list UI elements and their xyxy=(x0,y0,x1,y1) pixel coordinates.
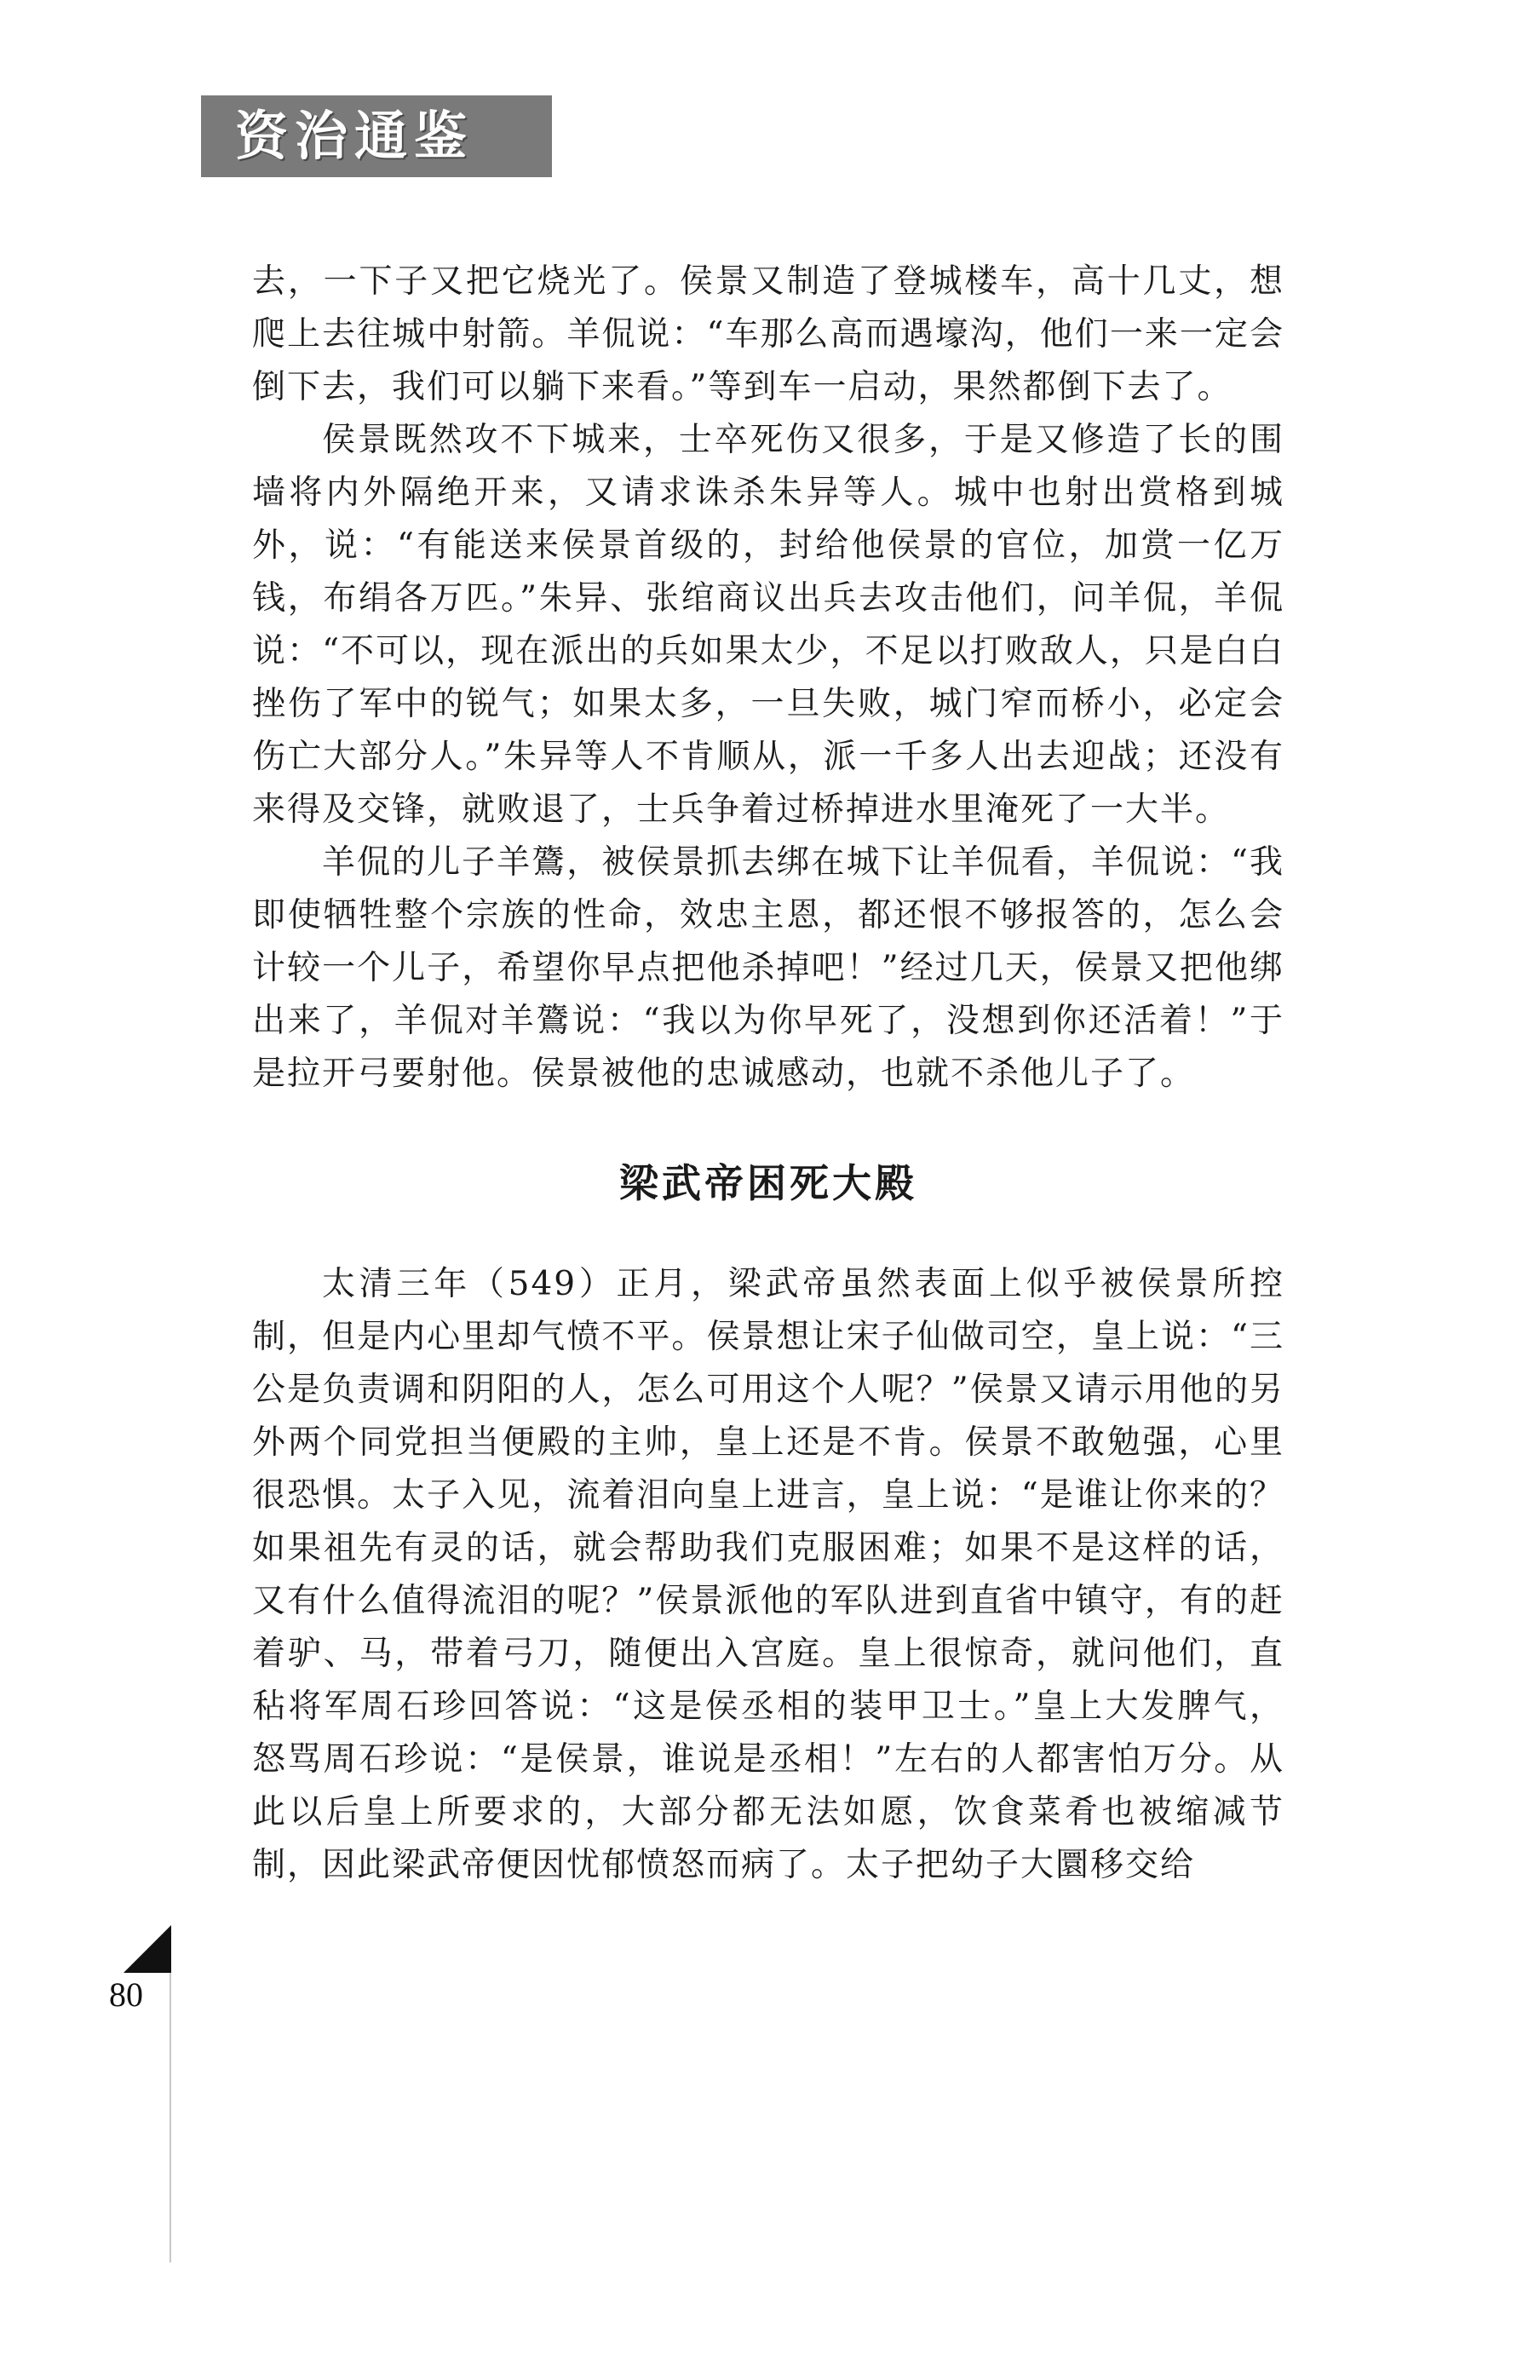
page-corner-triangle-mark xyxy=(124,1925,171,1973)
page-number: 80 xyxy=(109,1975,143,2014)
paragraph-2: 侯景既然攻不下城来，士卒死伤又很多，于是又修造了长的围墙将内外隔绝开来，又请求诛杀朱异等人。城中也射出赏格到城外，说：“有能送来侯景首级的，封给他侯景的官位，加赏一亿万钱，布绢各万匹。”朱异、张绾商议出兵去攻击他们，问羊侃，羊侃说：“不可以，现在派出的兵如果太少，不足以打败敌人，只是白白挫伤了军中的锐气；如果太多，一旦失败，城门窄而桥小，必定会伤亡大部分人。”朱异等人不肯顺从，派一千多人出去迎战；还没有来得及交锋，就败退了，士兵争着过桥掉进水里淹死了一大半。 xyxy=(252,421,1284,829)
book-title: 资治通鉴 xyxy=(235,105,474,167)
paragraph-3: 羊侃的儿子羊鷟，被侯景抓去绑在城下让羊侃看，羊侃说：“我即使牺牲整个宗族的性命，效忠主恩，都还恨不够报答的，怎么会计较一个儿子，希望你早点把他杀掉吧！”经过几天，侯景又把他绑出来了，羊侃对羊鷟说：“我以为你早死了，没想到你还活着！”于是拉开弓要射他。侯景被他的忠诚感动，也就不杀他儿子了。 xyxy=(252,843,1284,1093)
paragraph-4: 太清三年（549）正月，梁武帝虽然表面上似乎被侯景所控制，但是内心里却气愤不平。侯景想让宋子仙做司空，皇上说：“三公是负责调和阴阳的人，怎么可用这个人呢？”侯景又请示用他的另外两个同党担当便殿的主帅，皇上还是不肯。侯景不敢勉强，心里很恐惧。太子入见，流着泪向皇上进言，皇上说：“是谁让你来的？如果祖先有灵的话，就会帮助我们克服困难；如果不是这样的话，又有什么值得流泪的呢？”侯景派他的军队进到直省中镇守，有的赶着驴、马，带着弓刀，随便出入宫庭。皇上很惊奇，就问他们，直秥将军周石珍回答说：“这是侯丞相的装甲卫士。”皇上大发脾气，怒骂周石珍说：“是侯景，谁说是丞相！”左右的人都害怕万分。从此以后皇上所要求的，大部分都无法如愿，饮食菜肴也被缩减节制，因此梁武帝便因忧郁愤怒而病了。太子把幼子大圜移交给 xyxy=(252,1265,1284,1885)
paragraph-1: 去，一下子又把它烧光了。侯景又制造了登城楼车，高十几丈，想爬上去往城中射箭。羊侃说：“车那么高而遇壕沟，他们一来一定会倒下去，我们可以躺下来看。”等到车一启动，果然都倒下去了。 xyxy=(252,262,1284,406)
book-title-banner xyxy=(201,95,552,177)
section-heading: 梁武帝困死大殿 xyxy=(619,1160,917,1206)
margin-divider-line xyxy=(170,1973,171,2262)
page-body xyxy=(252,256,1284,1892)
